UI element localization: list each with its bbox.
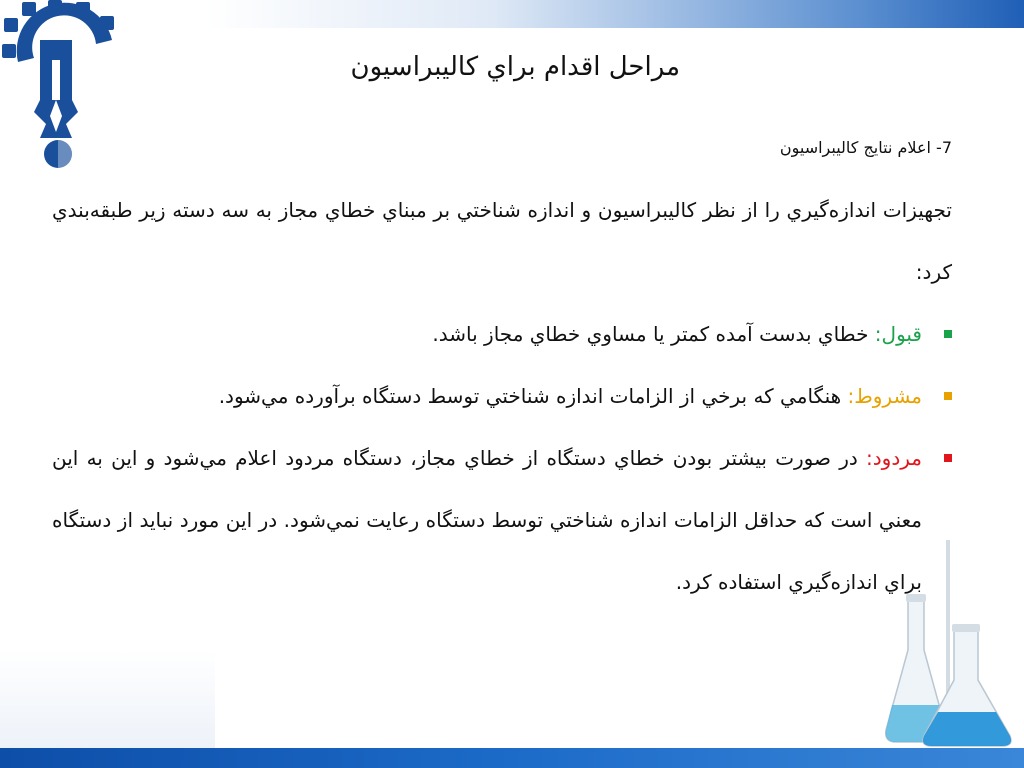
step-subheading: 7- اعلام نتايج كاليبراسيون (779, 138, 952, 157)
accepted-text: خطاي بدست آمده كمتر يا مساوي خطاي مجاز باشد. (432, 322, 875, 346)
conditional-text: هنگامي كه برخي از الزامات اندازه شناختي توسط دستگاه برآورده مي‌شود. (218, 384, 848, 408)
orange-square-bullet-icon (944, 392, 952, 400)
list-item-conditional (52, 365, 952, 427)
intro-paragraph: تجهيزات اندازه‌گيري را از نظر كاليبراسيون و اندازه شناختي بر مبناي خطاي مجاز به سه دسته زير طبقه‌بندي كرد: (52, 198, 952, 284)
list-item-rejected (52, 427, 952, 613)
header-gradient-bar (205, 0, 1024, 28)
green-square-bullet-icon (944, 330, 952, 338)
rejected-label: مردود: (866, 446, 922, 470)
category-list (52, 303, 952, 613)
list-item-accepted (52, 303, 952, 365)
footer-fade (0, 650, 215, 748)
red-square-bullet-icon (944, 454, 952, 462)
conditional-label: مشروط: (847, 384, 922, 408)
slide-title: مراحل اقدام براي كاليبراسيون (350, 52, 680, 82)
rejected-text: در صورت بيشتر بودن خطاي دستگاه از خطاي مجاز، دستگاه مردود اعلام مي‌شود و اين به اين معني است كه حداقل الزامات اندازه شناختي توسط دستگاه رعايت نمي‌شود. در اين مورد نبايد از دستگاه براي اندازه‌گيري استفاده كرد. (52, 446, 922, 594)
slide-content (52, 138, 952, 613)
footer-gradient-bar (0, 748, 1024, 768)
accepted-label: قبول: (874, 322, 922, 346)
